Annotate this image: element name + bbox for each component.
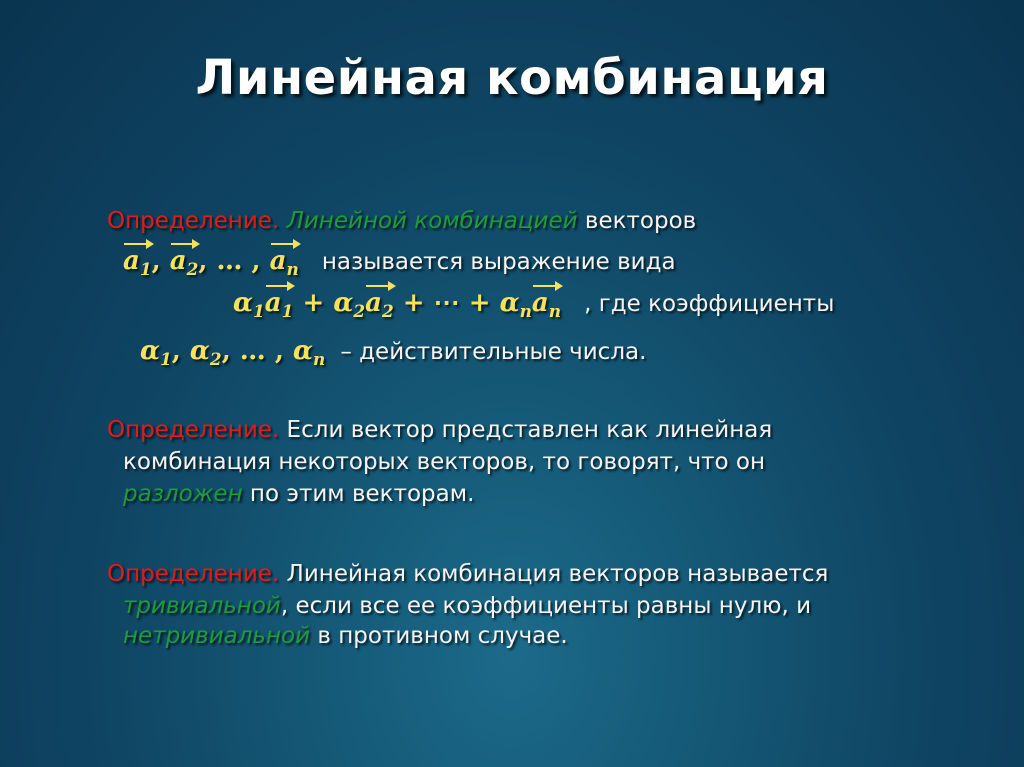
definition-2-text-1: Если вектор представлен как линейная [279, 417, 773, 443]
definition-1-label: Определение. [107, 208, 280, 234]
vector-an: $a_n$ [269, 246, 299, 279]
definition-2-line-1 [107, 417, 772, 443]
vector-list: $a_1$, $a_2$, … , $a_n$ [123, 246, 299, 279]
definition-1-real-numbers: – действительные числа. [340, 339, 647, 365]
definition-3-line-3 [123, 623, 568, 649]
definition-3-text-1: Линейная комбинация векторов называется [279, 561, 829, 587]
definition-1-where: , где коэффициенты [584, 291, 835, 317]
coefficient-list: $\alpha_1$, $\alpha_2$, … , $\alpha_n$ [140, 336, 326, 369]
vector-a1: $a_1$ [264, 288, 294, 321]
definition-1-line-2 [123, 246, 676, 279]
definition-1-line-1 [107, 208, 696, 234]
definition-2-label: Определение. [107, 417, 280, 443]
definition-1-text: векторов [577, 208, 697, 234]
definition-2-text-2: комбинация некоторых векторов, то говорят, что он [123, 449, 766, 475]
definition-3-line-1 [107, 561, 828, 587]
definition-2-text-3: по этим векторам. [242, 481, 475, 507]
definition-1-line-4 [140, 336, 646, 369]
vector-an: $a_n$ [531, 288, 562, 321]
definition-3-term-nontrivial: нетривиальной [123, 623, 311, 649]
definition-1-term: Линейной комбинацией [286, 208, 578, 234]
slide-title: Линейная комбинация [195, 50, 829, 106]
definition-3-text-3: в противном случае. [310, 623, 568, 649]
vector-a1: $a_1$ [123, 246, 152, 279]
definition-2-line-2 [123, 449, 765, 475]
definition-3-label: Определение. [107, 561, 280, 587]
definition-1-line-3 [233, 288, 834, 321]
definition-2-term: разложен [123, 481, 243, 507]
vector-a2: $a_2$ [169, 246, 199, 279]
definition-3-text-2: , если все ее коэффициенты равны нулю, и [280, 593, 812, 619]
definition-1-called: называется выражение вида [321, 249, 676, 275]
definition-3-term-trivial: тривиальной [123, 593, 281, 619]
definition-3-line-2 [123, 593, 811, 619]
definition-2-line-3 [123, 481, 474, 507]
linear-combination-formula: $\alpha_1a_1 + \alpha_2a_2$ + ⋯ + $\alpha_na_n$ [233, 288, 562, 321]
vector-a2: $a_2$ [365, 288, 394, 321]
